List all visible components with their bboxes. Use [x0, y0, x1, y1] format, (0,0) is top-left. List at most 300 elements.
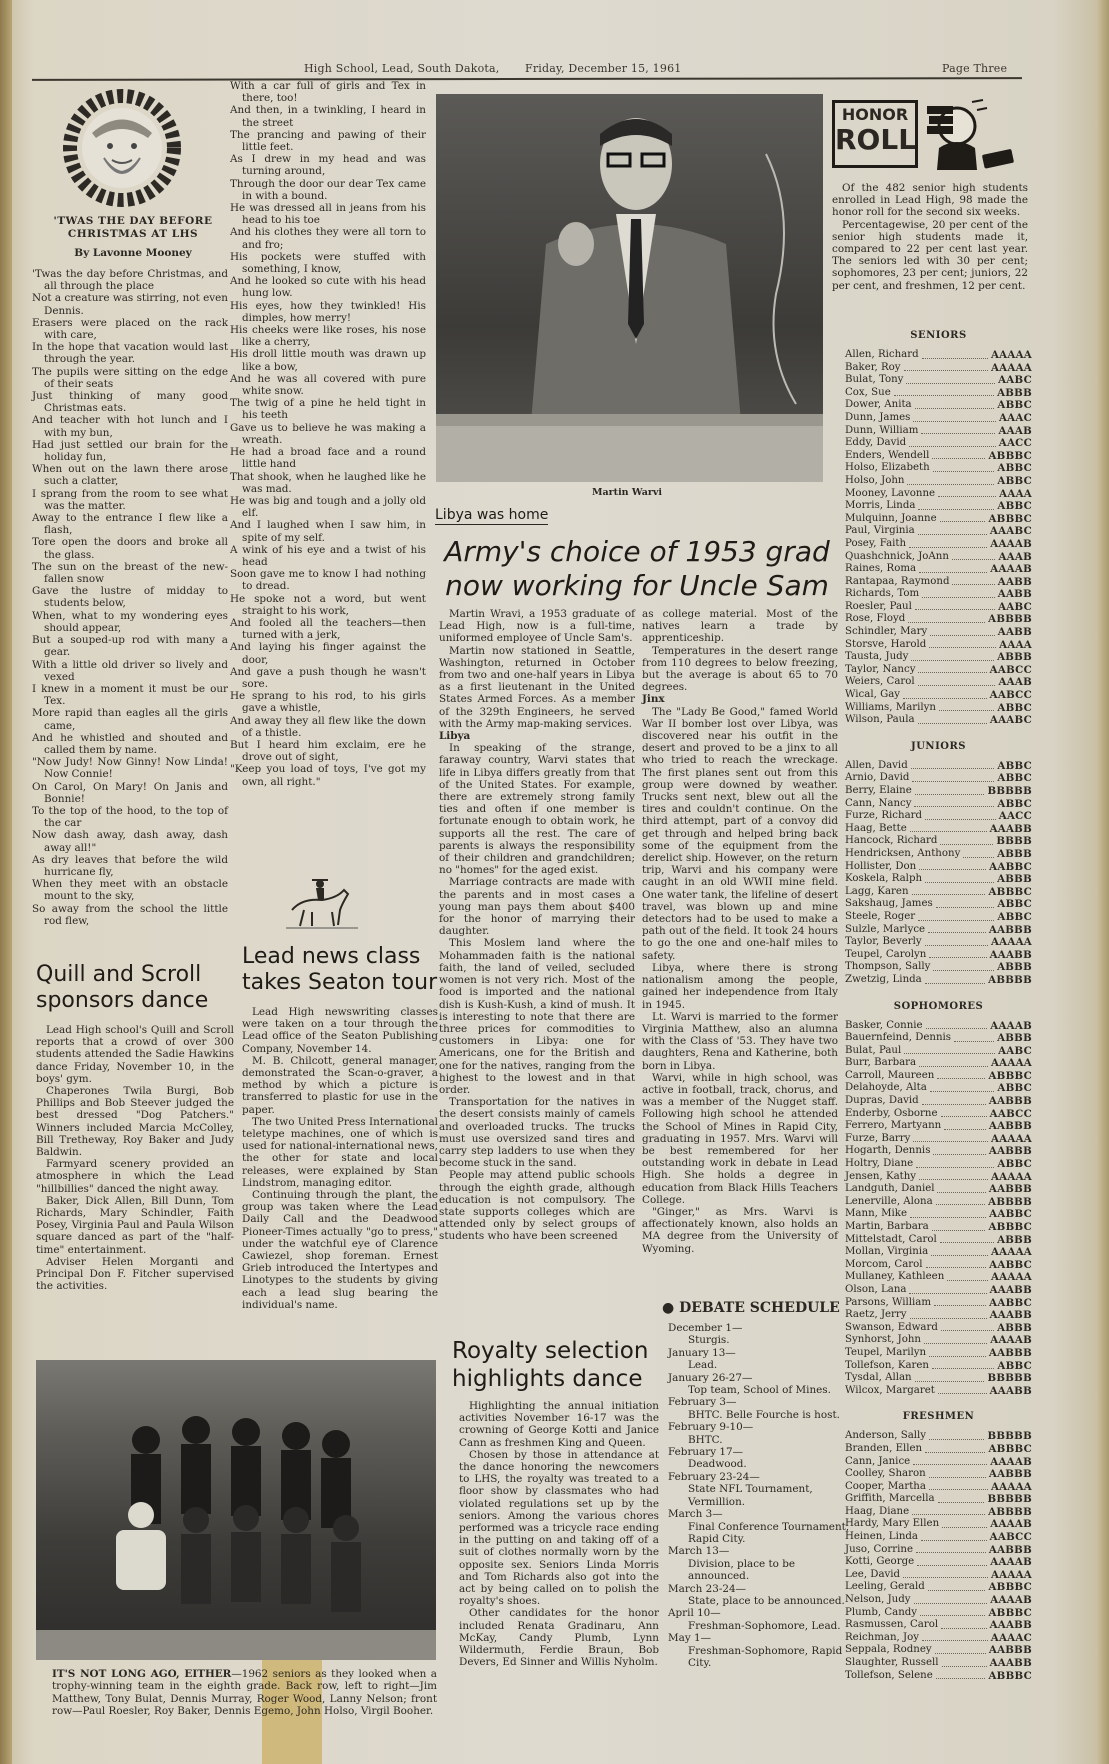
- student-name: Cox, Sue: [845, 386, 891, 398]
- student-grades: AABC: [998, 600, 1032, 613]
- honor-roll-row: [845, 702, 1032, 715]
- honor-roll-row: [845, 1594, 1032, 1607]
- poem-line: He had a broad face and a round little hand: [230, 446, 426, 471]
- student-name: Dunn, William: [845, 424, 919, 436]
- student-grades: ABBB: [997, 1233, 1032, 1246]
- leader-dots: [918, 500, 994, 510]
- honor-roll-row: [845, 714, 1032, 727]
- leader-dots: [941, 1619, 986, 1629]
- masthead-location: High School, Lead, South Dakota,: [304, 62, 500, 75]
- honor-roll-row: [845, 1322, 1032, 1335]
- leader-dots: [915, 399, 995, 409]
- warvi-column-1: [439, 608, 635, 1243]
- student-grades: AABB: [997, 575, 1032, 588]
- student-name: Mittelstadt, Carol: [845, 1233, 937, 1245]
- student-grades: AAAAB: [990, 563, 1032, 576]
- student-grades: ABBBC: [988, 885, 1032, 898]
- poem-line: And teacher with hot lunch and I with my bun,: [32, 414, 228, 439]
- debate-detail: BHTC.: [688, 1433, 723, 1446]
- student-name: Juso, Corrine: [845, 1543, 913, 1555]
- class-heading: JUNIORS: [910, 740, 966, 752]
- leader-dots: [940, 835, 993, 845]
- student-name: Cann, Janice: [845, 1455, 911, 1467]
- leader-dots: [938, 1385, 987, 1395]
- debate-date: May 1—: [668, 1632, 712, 1645]
- leader-dots: [908, 613, 985, 623]
- honor-roll-row: [845, 1670, 1032, 1683]
- student-name: Synhorst, John: [845, 1334, 921, 1346]
- poem-line: And he whistled and shouted and called them by name.: [32, 731, 228, 756]
- honor-roll-row: [845, 601, 1032, 614]
- student-name: Schindler, Mary: [845, 626, 928, 638]
- leader-dots: [929, 949, 986, 959]
- martin-warvi-photo: [436, 94, 823, 482]
- student-name: Dower, Anita: [845, 399, 912, 411]
- student-grades: AABBB: [988, 1145, 1032, 1158]
- student-grades: AABBC: [989, 1296, 1032, 1309]
- student-name: Mulquinn, Joanne: [845, 512, 937, 524]
- student-name: Hollister, Don: [845, 860, 917, 872]
- leader-dots: [912, 886, 986, 896]
- poem-line: Gave the lustre of midday to students below,: [32, 585, 228, 610]
- article-paragraph: Lead High newswriting classes were taken on a tour through the Lead office of the Seaton Publishing Company, November 14.: [242, 1006, 438, 1055]
- leader-dots: [932, 450, 985, 460]
- honor-roll-class-seniors: [845, 330, 1032, 727]
- debate-title: DEBATE SCHEDULE: [679, 1300, 840, 1316]
- leader-dots: [916, 1544, 986, 1554]
- honor-roll-row: [845, 1221, 1032, 1234]
- debate-detail: Top team, School of Mines.: [688, 1384, 831, 1397]
- debate-detail: Sturgis.: [688, 1334, 730, 1347]
- leader-dots: [909, 437, 996, 447]
- poem-line: I sprang from the room to see what was the matter.: [32, 487, 228, 512]
- honor-roll-row: [845, 588, 1032, 601]
- leader-dots: [920, 1607, 985, 1617]
- student-name: Taylor, Nancy: [845, 663, 916, 675]
- honor-roll-row: [845, 488, 1032, 501]
- poem-line: And then, in a twinkling, I heard in the street: [230, 104, 426, 129]
- student-name: Enders, Wendell: [845, 449, 930, 461]
- poem-line: His droll little mouth was drawn up like a bow,: [230, 348, 426, 373]
- student-grades: ABBC: [997, 474, 1032, 487]
- student-grades: AACC: [998, 810, 1032, 823]
- team-photo-caption: [52, 1668, 437, 1718]
- leader-dots: [936, 1670, 986, 1680]
- student-name: Taylor, Beverly: [845, 936, 922, 948]
- article-paragraph: People may attend public schools through the eighth grade, although education is not compulsory. The state supports colleges which are attended only by select groups of students who have been screened: [439, 1169, 635, 1243]
- article-paragraph: Marriage contracts are made with the parents and in most cases a young man pays them about $400 for the honor of marrying their daughter.: [439, 876, 635, 938]
- leader-dots: [937, 1070, 985, 1080]
- debate-item: [668, 1322, 858, 1347]
- honor-roll-row: [845, 1456, 1032, 1469]
- leader-dots: [942, 1518, 987, 1528]
- student-grades: AAAAC: [990, 1631, 1032, 1644]
- leader-dots: [922, 1632, 988, 1642]
- honor-roll-row: [845, 425, 1032, 438]
- poem-line: To the top of the hood, to the top of the car: [32, 804, 228, 830]
- student-grades: AABBC: [989, 1208, 1032, 1221]
- student-name: Hancock, Richard: [845, 835, 938, 847]
- article-paragraph: Temperatures in the desert range from 110 degrees to below freezing, but the average is about 65 to 70 degrees.: [642, 644, 838, 694]
- leader-dots: [954, 1032, 994, 1042]
- student-grades: AABC: [998, 374, 1032, 387]
- student-name: Reichman, Joy: [845, 1631, 919, 1643]
- student-name: Branden, Ellen: [845, 1442, 923, 1454]
- honor-roll-row: [845, 961, 1032, 974]
- student-name: Wilcox, Margaret: [845, 1384, 935, 1396]
- debate-detail: Deadwood.: [688, 1458, 747, 1471]
- caption-text: —1962 seniors as they looked when a trophy-winning team in the eighth grade. Back row, left to right—Jim Matthew, Tony Bulat, Dennis Murray, Roger Wood, Lanny Nelson; front row—Paul Roesler, Roy Baker, Dennis Egemo, John Holso, Virgil Booher.: [52, 1668, 437, 1718]
- student-grades: AAAA: [999, 487, 1032, 500]
- honor-roll-row: [845, 1556, 1032, 1569]
- leader-dots: [934, 1297, 986, 1307]
- leader-dots: [929, 639, 996, 649]
- honor-roll-row: [845, 1259, 1032, 1272]
- leader-dots: [936, 1196, 985, 1206]
- article-paragraph: Transportation for the natives in the desert consists mainly of camels and overloaded trucks. The trucks must use oversized sand tires and carry step ladders to use when they become stuck in the sand.: [439, 1096, 635, 1170]
- student-name: Tollefson, Selene: [845, 1669, 933, 1681]
- student-name: Mooney, Lavonne: [845, 487, 936, 499]
- article-paragraph: Lead High school's Quill and Scroll reports that a crowd of over 300 students attended the Sadie Hawkins dance Friday, November 10, in the boys' gym.: [36, 1024, 234, 1085]
- poem-line: And he looked so cute with his head hung low.: [230, 275, 426, 300]
- newspaper-page: [12, 0, 1097, 1764]
- honor-roll-class-freshmen: [845, 1411, 1032, 1682]
- student-grades: ABBB: [997, 847, 1032, 860]
- honor-roll-row: [845, 613, 1032, 626]
- poem-line: With a little old driver so lively and vexed: [32, 658, 228, 683]
- student-name: Weiers, Carol: [845, 676, 915, 688]
- student-name: Raetz, Jerry: [845, 1309, 907, 1321]
- student-grades: AAAAA: [990, 1132, 1032, 1145]
- student-name: Delahoyde, Alta: [845, 1082, 927, 1094]
- leader-dots: [925, 873, 994, 883]
- debate-detail: State, place to be announced.: [688, 1594, 845, 1607]
- masthead-date: Friday, December 15, 1961: [525, 62, 682, 75]
- student-name: Mollan, Virginia: [845, 1246, 929, 1258]
- student-name: Dunn, James: [845, 411, 911, 423]
- honor-roll-row: [845, 626, 1032, 639]
- student-grades: AAAC: [998, 411, 1032, 424]
- article-paragraph: Martin Wravi, a 1953 graduate of Lead High, now is a full-time, uniformed employee of Uncle Sam's.: [439, 608, 635, 645]
- honor-roll-row: [845, 785, 1032, 798]
- poem-line: When out on the lawn there arose such a clatter,: [32, 463, 228, 488]
- leader-dots: [919, 563, 987, 573]
- leader-dots: [940, 513, 986, 523]
- student-name: Eddy, David: [845, 437, 907, 449]
- honor-roll-row: [845, 1234, 1032, 1247]
- student-name: Richards, Tom: [845, 588, 920, 600]
- honor-roll-row: [845, 576, 1032, 589]
- student-name: Landguth, Daniel: [845, 1183, 935, 1195]
- debate-detail: Division, place to be announced.: [688, 1557, 796, 1583]
- honor-roll-row: [845, 1032, 1032, 1045]
- student-name: Tollefson, Karen: [845, 1359, 929, 1371]
- leader-dots: [903, 689, 987, 699]
- honor-roll-logo-line1: HONOR: [841, 105, 909, 124]
- debate-detail: Lead.: [688, 1359, 718, 1372]
- student-name: Berry, Elaine: [845, 785, 912, 796]
- article-paragraph: Other candidates for the honor included Renata Gradinaru, Ann McKay, Candy Plumb, Lynn Wildermuth, Ferdie Braun, Bob Devers, Ed Sinner and Willis Nyholm.: [459, 1607, 659, 1669]
- debate-detail: Freshman-Sophomore, Lead.: [688, 1619, 841, 1632]
- leader-dots: [928, 924, 986, 934]
- student-grades: AAAAB: [990, 537, 1032, 550]
- student-name: Haag, Diane: [845, 1505, 910, 1517]
- debate-schedule-list: [668, 1322, 858, 1669]
- student-grades: ABBC: [997, 910, 1032, 923]
- student-grades: AACC: [998, 437, 1032, 450]
- leader-dots: [935, 1644, 986, 1654]
- leader-dots: [918, 714, 987, 724]
- student-name: Teupel, Marilyn: [845, 1346, 927, 1358]
- article-paragraph: as college material. Most of the natives learn a trade by apprenticeship.: [642, 608, 838, 645]
- honor-roll-logo-line2: ROLL: [835, 123, 917, 156]
- honor-roll-row: [845, 1506, 1032, 1519]
- article-paragraph: Baker, Dick Allen, Bill Dunn, Tom Richards, Mary Schindler, Faith Posey, Virginia Paul and Paula Wilson square danced as part of the "half-time" entertainment.: [36, 1194, 234, 1256]
- student-name: Steele, Roger: [845, 910, 916, 922]
- honor-roll-row: [845, 898, 1032, 911]
- student-name: Basker, Connie: [845, 1019, 923, 1031]
- honor-roll-row: [845, 1644, 1032, 1657]
- debate-date: February 17—: [668, 1446, 744, 1459]
- student-grades: BBBBB: [987, 785, 1032, 797]
- student-name: Nelson, Judy: [845, 1594, 911, 1606]
- debate-item: [668, 1396, 858, 1421]
- honor-roll-row: [845, 1531, 1032, 1544]
- poem-column-1: [32, 268, 228, 927]
- honor-roll-row: [845, 1020, 1032, 1033]
- leader-dots: [940, 1234, 994, 1244]
- student-name: Arnio, David: [845, 772, 910, 784]
- honor-roll-row: [845, 1057, 1032, 1070]
- honor-roll-row: [845, 848, 1032, 861]
- honor-roll-row: [845, 1171, 1032, 1184]
- honor-roll-row: [845, 349, 1032, 362]
- class-heading: FRESHMEN: [902, 1411, 975, 1423]
- debate-item: [668, 1347, 858, 1372]
- honor-roll-row: [845, 835, 1032, 848]
- student-grades: ABBBC: [988, 1581, 1032, 1594]
- honor-roll-row: [845, 861, 1032, 874]
- honor-roll-row: [845, 924, 1032, 937]
- student-name: Holtry, Diane: [845, 1158, 914, 1170]
- debate-date: March 3—: [668, 1508, 723, 1521]
- student-with-books-icon: [917, 96, 1017, 176]
- leader-dots: [924, 1334, 987, 1344]
- leader-dots: [918, 525, 987, 535]
- student-grades: ABBBC: [988, 1221, 1032, 1233]
- leader-dots: [914, 1594, 988, 1604]
- leader-dots: [952, 551, 996, 561]
- student-grades: AAABC: [989, 714, 1032, 727]
- debate-item: [668, 1372, 858, 1397]
- student-grades: ABBC: [997, 898, 1032, 911]
- student-name: Tausta, Judy: [845, 651, 909, 663]
- poem-line: In the hope that vacation would last through the year.: [32, 341, 228, 366]
- article-paragraph: Libya, where there is strong nationalism among the people, gained her independence from Italy in 1945.: [642, 961, 838, 1011]
- leader-dots: [922, 588, 995, 598]
- poem-line: And gave a push though he wasn't sore.: [230, 665, 426, 690]
- student-grades: ABBB: [997, 873, 1032, 886]
- student-name: Carroll, Maureen: [845, 1069, 935, 1081]
- poem-line: When they meet with an obstacle mount to the sky,: [32, 878, 228, 903]
- leader-dots: [941, 1322, 994, 1332]
- poem-line: Had just settled our brain for the holiday fun,: [32, 438, 228, 464]
- honor-roll-row: [845, 974, 1032, 987]
- poem-line: He spoke not a word, but went straight to his work,: [230, 592, 426, 617]
- seaton-headline: Lead news class takes Seaton tour: [242, 944, 438, 995]
- student-grades: ABBC: [997, 772, 1032, 785]
- leader-dots: [916, 1158, 994, 1168]
- honor-roll-row: [845, 1518, 1032, 1531]
- warvi-kicker: Libya was home: [435, 507, 549, 523]
- student-grades: AABBB: [988, 1120, 1032, 1133]
- student-grades: AAAAB: [990, 1334, 1032, 1347]
- leader-dots: [913, 1456, 987, 1466]
- leader-dots: [932, 1221, 986, 1231]
- honor-roll-row: [845, 676, 1032, 689]
- leader-dots: [941, 1108, 987, 1118]
- warvi-headline: Army's choice of 1953 grad now working for Uncle Sam: [444, 535, 830, 602]
- honor-roll-class-juniors: [845, 741, 1032, 987]
- poem-line: As I drew in my head and was turning around,: [230, 153, 426, 178]
- student-name: Swanson, Edward: [845, 1321, 938, 1333]
- student-name: Raines, Roma: [845, 563, 917, 575]
- leader-dots: [906, 374, 995, 384]
- student-grades: ABBB: [997, 961, 1032, 974]
- poem-line: The prancing and pawing of their little feet.: [230, 128, 426, 154]
- student-grades: ABBC: [997, 797, 1032, 810]
- honor-roll-row: [845, 551, 1032, 564]
- royalty-headline: Royalty selection highlights dance: [452, 1338, 649, 1392]
- student-name: Williams, Marilyn: [845, 701, 936, 713]
- poem-line: I knew in a moment it must be our Tex.: [32, 682, 228, 708]
- leader-dots: [933, 961, 994, 971]
- poem-line: So away from the school the little rod flew,: [32, 902, 228, 927]
- leader-dots: [915, 601, 995, 611]
- leader-dots: [911, 760, 995, 770]
- article-paragraph: This Moslem land where the Mohammaden faith is the national faith, the land of veiled, secluded women is not very rich. Most of the food is imported and the national dish is Kush-Kush, a kind of mush. It is interesting to note that there are three prices for commodities to customers in Libya: one for Americans, one for the British and one for the natives, ranging from the highest to the lowest and in that order.: [439, 937, 635, 1096]
- warvi-column-2: [642, 608, 838, 1255]
- student-grades: AAABB: [989, 1657, 1032, 1669]
- leader-dots: [918, 676, 996, 686]
- student-name: Coolley, Sharon: [845, 1468, 926, 1480]
- student-grades: AAABB: [989, 1283, 1032, 1296]
- debate-item: [668, 1607, 858, 1632]
- student-name: Cann, Nancy: [845, 797, 912, 809]
- honor-roll-row: [845, 387, 1032, 400]
- leader-dots: [928, 1581, 986, 1591]
- leader-dots: [912, 772, 994, 782]
- honor-roll-row: [845, 772, 1032, 785]
- student-grades: ABBC: [997, 500, 1032, 513]
- honor-roll-row: [845, 1082, 1032, 1095]
- student-name: Teupel, Carolyn: [845, 948, 927, 960]
- student-name: Mann, Mike: [845, 1208, 907, 1220]
- honor-roll-row: [845, 1569, 1032, 1582]
- article-paragraph: Highlighting the annual initiation activities November 16-17 was the crowning of George Kotti and Janice Cann as freshmen King and Queen.: [459, 1400, 659, 1449]
- article-paragraph: Chosen by those in attendance at the dance honoring the newcomers to LHS, the royalty was treated to a floor show by classmates who had violated regulations set up by the seniors. Among the various chores performed was a tricycle race ending in the putting on and taking off of a suit of clothes normally worn by the opposite sex. Seniors Linda Morris and Tom Richards also got into the act by being called on to polish the royalty's shoes.: [459, 1448, 659, 1608]
- leader-dots: [944, 1120, 986, 1130]
- student-name: Sulzle, Marlyce: [845, 923, 926, 935]
- article-paragraph: Martin now stationed in Seattle, Washington, returned in October from two and one-half years in Libya as a first lieutenant in the United States Armed Forces. As a member of the 329th Engineers, he served with the Army map-making services.: [439, 644, 635, 730]
- honor-roll-row: [845, 525, 1032, 538]
- student-grades: ABBC: [997, 701, 1032, 714]
- poem-line: Not a creature was stirring, not even Dennis.: [32, 292, 228, 317]
- leader-dots: [947, 1271, 988, 1281]
- student-name: Dupras, David: [845, 1095, 919, 1107]
- honor-roll-row: [845, 1385, 1032, 1398]
- seaton-article-body: [242, 1006, 438, 1311]
- leader-dots: [894, 387, 994, 397]
- honor-roll-row: [845, 1309, 1032, 1322]
- student-grades: BBBBB: [987, 1430, 1032, 1443]
- student-name: Bauernfeind, Dennis: [845, 1032, 952, 1044]
- student-name: Burr, Barbara: [845, 1057, 917, 1069]
- leader-dots: [930, 626, 995, 636]
- honor-roll-row: [845, 651, 1032, 664]
- poem-line: But a souped-up rod with many a gear.: [32, 634, 228, 659]
- student-grades: ABBC: [997, 1082, 1032, 1095]
- student-name: Wilson, Paula: [845, 714, 915, 726]
- leader-dots: [930, 1082, 995, 1092]
- student-grades: AAABB: [989, 822, 1032, 835]
- student-grades: AAABB: [989, 1384, 1032, 1397]
- leader-dots: [911, 651, 994, 661]
- honor-roll-row: [845, 886, 1032, 899]
- student-grades: AAAAB: [990, 1455, 1032, 1468]
- article-paragraph: Chaperones Twila Burgi, Bob Phillips and Bob Steever judged the best dressed "Dog Patchers." Winners included Marcia McColley, Bill Tretheway, Roy Baker and Judy Baldwin.: [36, 1085, 234, 1159]
- leader-dots: [925, 936, 988, 946]
- honor-roll-row: [845, 1607, 1032, 1620]
- student-grades: ABBBC: [988, 1606, 1032, 1619]
- honor-roll-row: [845, 1158, 1032, 1171]
- honor-roll-row: [845, 1481, 1032, 1494]
- debate-date: March 13—: [668, 1545, 730, 1558]
- leader-dots: [926, 1020, 988, 1030]
- leader-dots: [910, 1208, 986, 1218]
- poem-line: When, what to my wondering eyes should appear,: [32, 609, 228, 634]
- debate-date: January 13—: [668, 1346, 736, 1359]
- student-grades: AABBB: [988, 1644, 1032, 1657]
- leader-dots: [914, 798, 994, 808]
- honor-roll-row: [845, 1045, 1032, 1058]
- article-paragraph: "Ginger," as Mrs. Warvi is affectionately known, also holds an MA degree from the University of Wyoming.: [642, 1205, 838, 1255]
- article-paragraph: Continuing through the plant, the group was taken where the Lead Daily Call and the Deadwood Pioneer-Times actually "go to press," under the watchful eye of Clarence Cawiezel, shop foreman. Ernest Grieb introduced the Intertypes and Linotypes to the students by giving each a lead slug bearing the individual's name.: [242, 1189, 438, 1311]
- student-name: Kotti, George: [845, 1556, 915, 1568]
- poem-line: Tore open the doors and broke all the glass.: [32, 536, 228, 561]
- honor-roll-row: [845, 1095, 1032, 1108]
- debate-date: December 1—: [668, 1322, 743, 1334]
- honor-roll-row: [845, 1133, 1032, 1146]
- leader-dots: [939, 702, 994, 712]
- honor-roll-row: [845, 437, 1032, 450]
- student-grades: ABBBB: [988, 1505, 1032, 1518]
- poem-line: With a car full of girls and Tex in there, too!: [230, 80, 426, 105]
- student-grades: AABBC: [989, 860, 1032, 873]
- student-grades: AABB: [997, 588, 1032, 601]
- leader-dots: [921, 425, 995, 435]
- honor-roll-class-sophomores: [845, 1001, 1032, 1398]
- student-name: Hardy, Mary Ellen: [845, 1518, 940, 1530]
- masthead-rule: [32, 77, 1022, 81]
- debate-item: [668, 1446, 858, 1471]
- honor-roll-row: [845, 1443, 1032, 1456]
- student-grades: AAAAA: [990, 936, 1032, 949]
- debate-detail: Final Conference Tournament, Rapid City.: [688, 1520, 850, 1545]
- debate-date: March 23-24—: [668, 1582, 746, 1595]
- poem-line: That shook, when he laughed like he was mad.: [230, 470, 426, 495]
- honor-roll-row: [845, 1196, 1032, 1209]
